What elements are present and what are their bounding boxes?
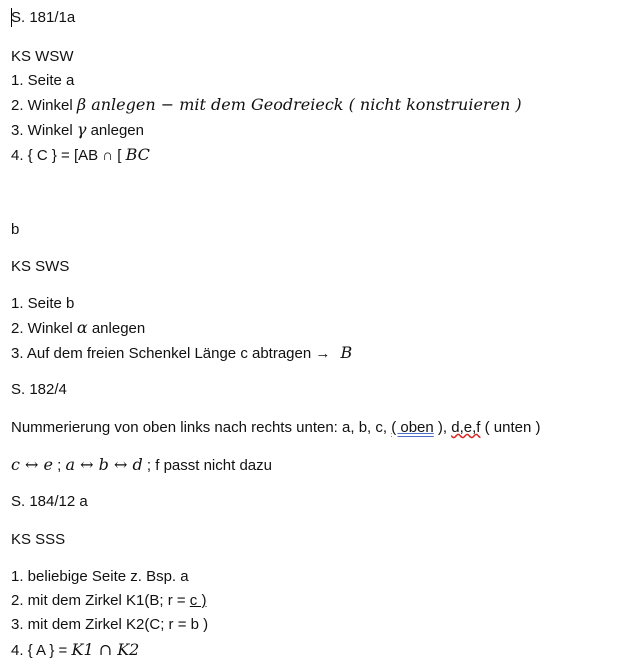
sss-step-4: 4. { A } = K1 ∩ K2	[11, 640, 140, 659]
heading-s181: S. 181/1a	[11, 9, 76, 26]
oben-underlined: ( oben	[391, 419, 434, 436]
ks-sss: KS SSS	[11, 531, 66, 548]
wsw-step-2: 2. Winkel β anlegen − mit dem Geodreieck ( nicht konstruieren )	[11, 95, 522, 114]
wsw-step-3: 3. Winkel γ anlegen	[11, 120, 144, 139]
wsw-step-1: 1. Seite a	[11, 72, 75, 89]
ks-wsw: KS WSW	[11, 48, 74, 65]
def-spellcheck: d,e,f	[451, 419, 481, 436]
sss-step-2: 2. mit dem Zirkel K1(B; r = c )	[11, 592, 207, 609]
heading-b: b	[11, 221, 20, 238]
wsw-step-4: 4. { C } = [AB ∩ [ BC	[11, 145, 150, 164]
ks-sws: KS SWS	[11, 258, 70, 275]
sss-step-1: 1. beliebige Seite z. Bsp. a	[11, 568, 189, 585]
sws-step-3: 3. Auf dem freien Schenkel Länge c abtragen → B	[11, 343, 353, 362]
sss-step-3: 3. mit dem Zirkel K2(C; r = b )	[11, 616, 209, 633]
numbering-line: Nummerierung von oben links nach rechts unten: a, b, c, ( oben ), d,e,f ( unten )	[11, 419, 541, 436]
sws-step-2: 2. Winkel α anlegen	[11, 318, 146, 337]
heading-s182: S. 182/4	[11, 381, 67, 398]
mapping-line: c ↔ e ; a ↔ b ↔ d ; f passt nicht dazu	[11, 455, 272, 474]
sws-step-1: 1. Seite b	[11, 295, 75, 312]
heading-s184: S. 184/12 a	[11, 493, 88, 510]
